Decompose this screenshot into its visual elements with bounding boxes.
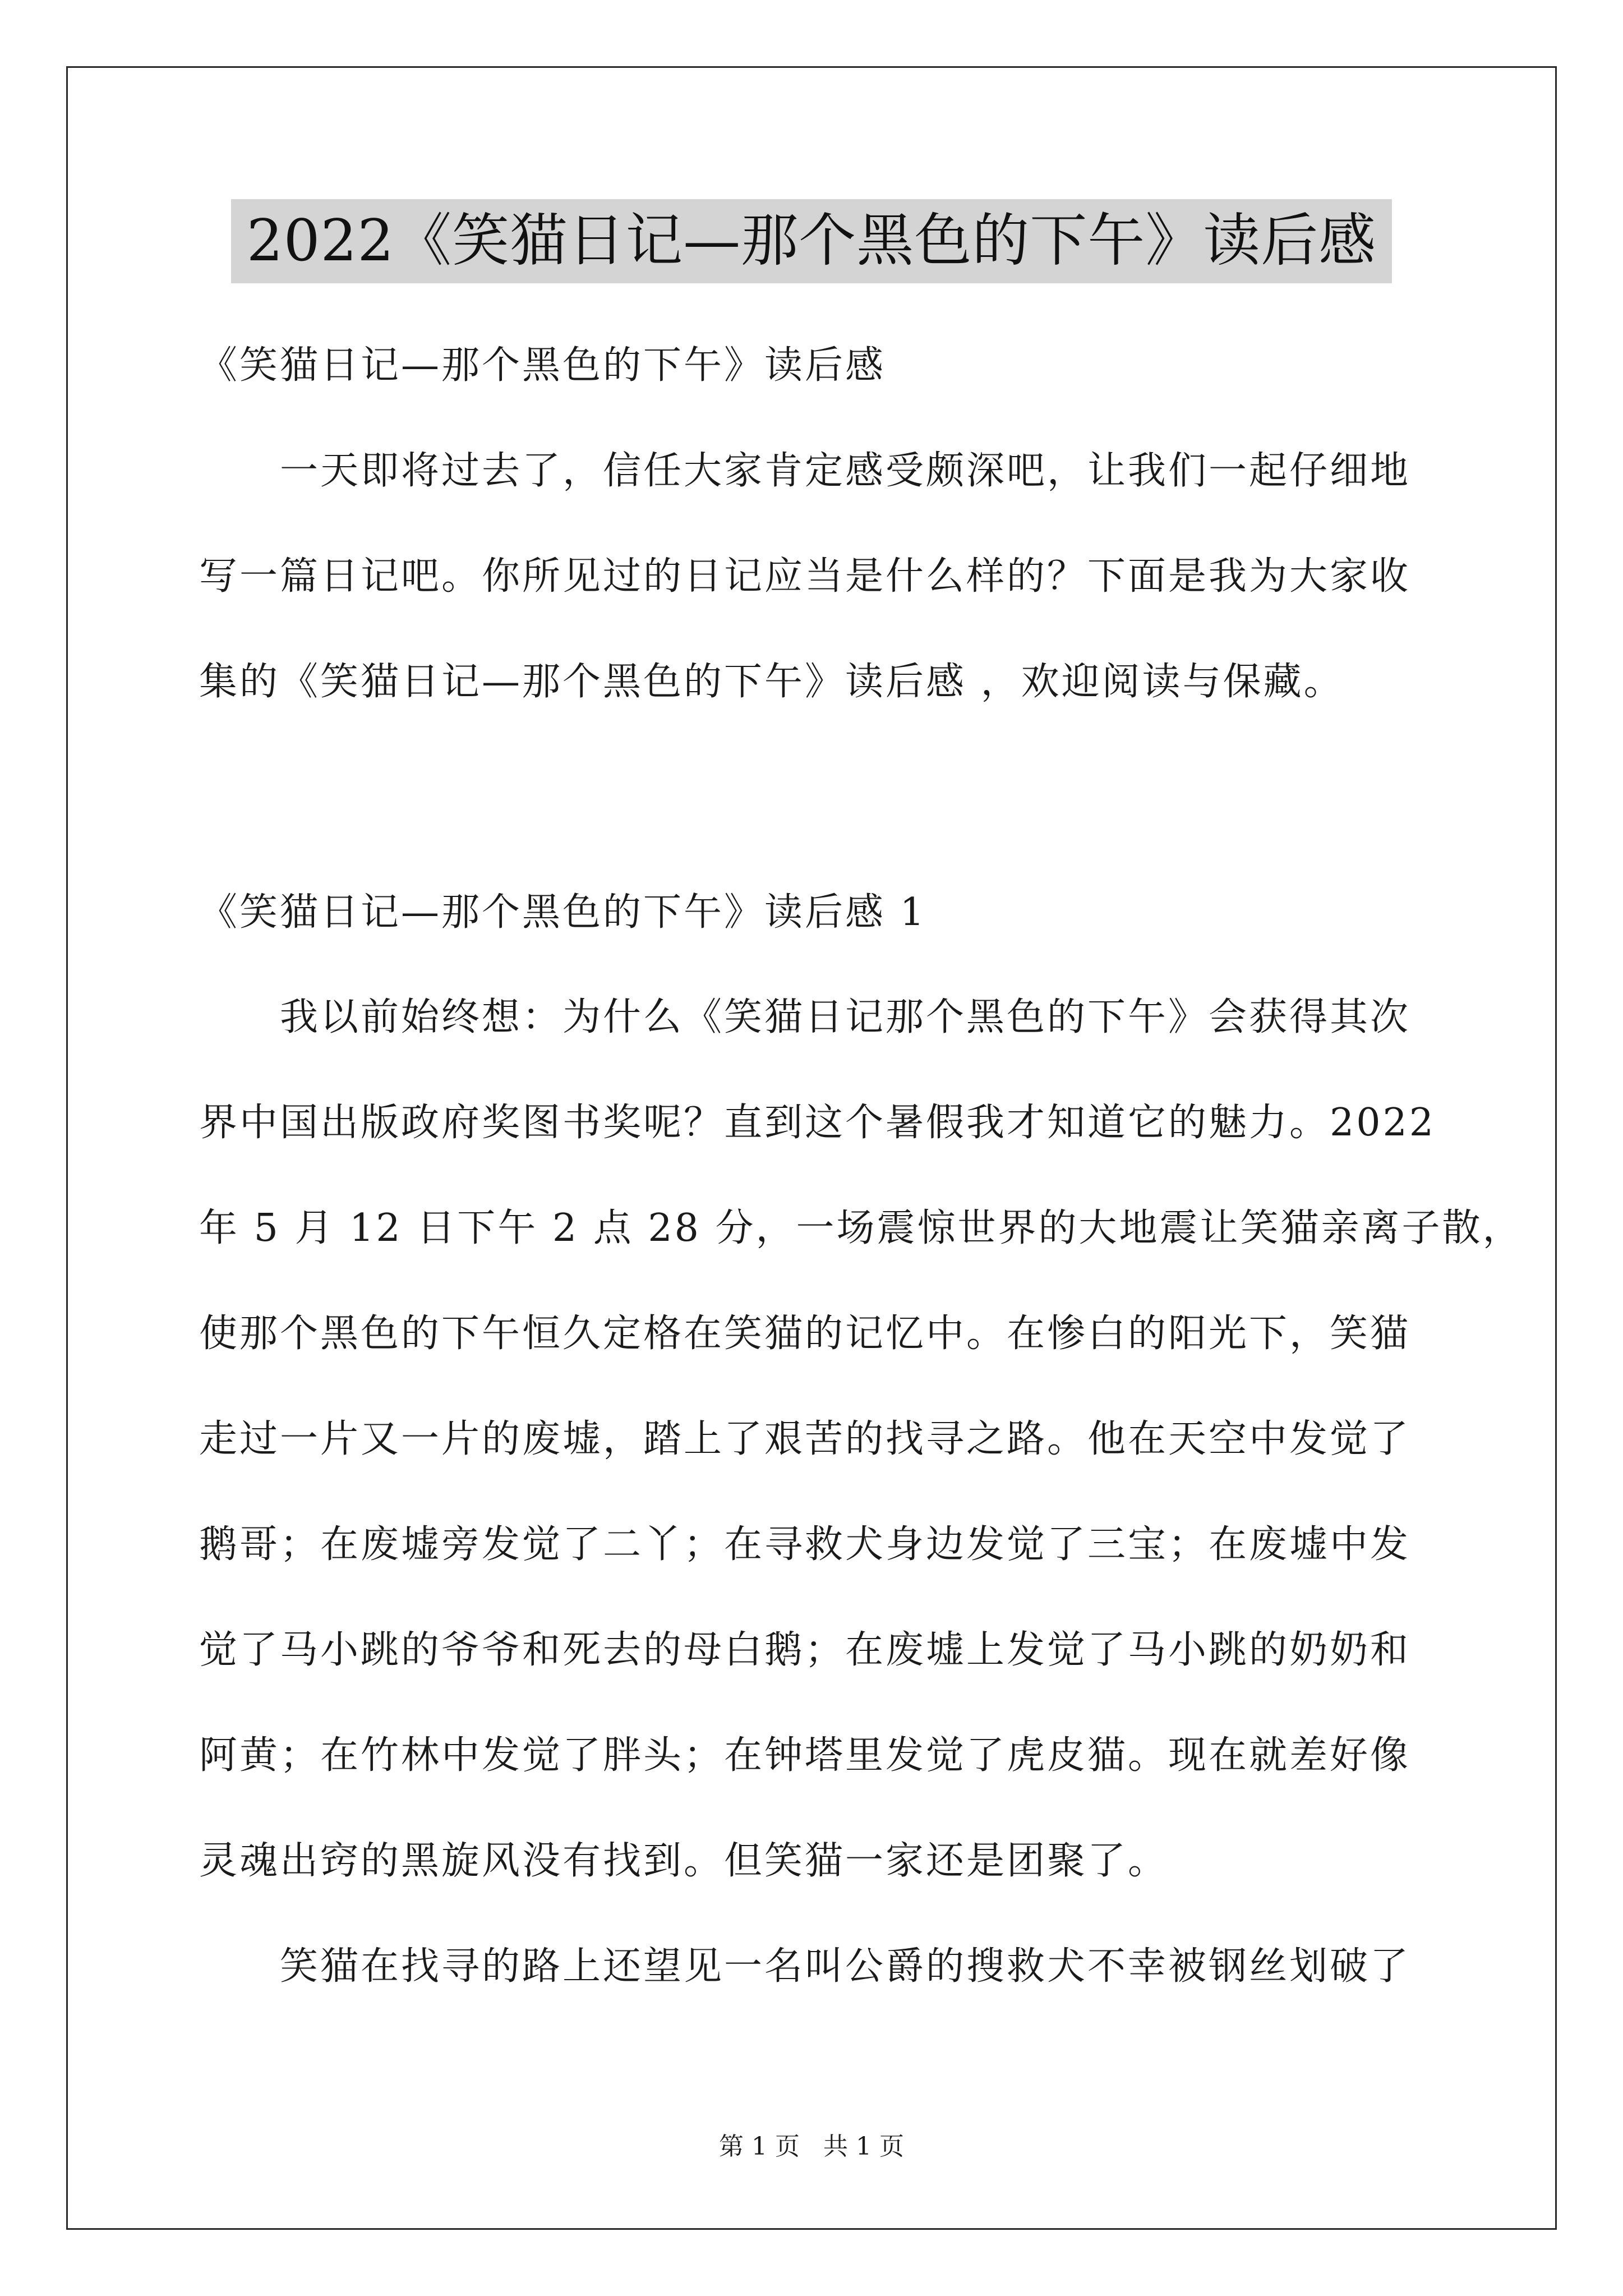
body-paragraphs xyxy=(199,965,1523,2019)
section-heading: 《笑猫日记—那个黑色的下午》读后感 1 xyxy=(199,890,926,935)
body-line: 阿黄；在竹林中发觉了胖头；在钟塔里发觉了虎皮猫。现在就差好像 xyxy=(199,1733,1411,1778)
body-line: 鹅哥；在废墟旁发觉了二丫；在寻救犬身边发觉了三宝；在废墟中发 xyxy=(199,1522,1411,1567)
intro-line: 集的《笑猫日记—那个黑色的下午》读后感 ，欢迎阅读与保藏。 xyxy=(199,660,1344,704)
intro-paragraph xyxy=(199,418,1427,735)
body-line: 界中国出版政府奖图书奖呢？直到这个暑假我才知道它的魅力。2022 xyxy=(199,1101,1436,1145)
document-subtitle: 《笑猫日记—那个黑色的下午》读后感 xyxy=(199,343,886,388)
body-line: 觉了马小跳的爷爷和死去的母白鹅；在废墟上发觉了马小跳的奶奶和 xyxy=(199,1628,1411,1672)
page-number: 第 1 页 xyxy=(719,2132,800,2161)
page-footer xyxy=(0,2126,1623,2162)
body-line: 年 5 月 12 日下午 2 点 28 分，一场震惊世界的大地震让笑猫亲离子散， xyxy=(199,1206,1523,1250)
page-total: 共 1 页 xyxy=(823,2132,904,2161)
body-line: 我以前始终想：为什么《笑猫日记那个黑色的下午》会获得其次 xyxy=(199,995,1411,1039)
body-line: 灵魂出窍的黑旋风没有找到。但笑猫一家还是团聚了。 xyxy=(199,1839,1169,1883)
section-heading-block xyxy=(199,860,1427,965)
subtitle-block xyxy=(199,313,1427,418)
intro-line: 写一篇日记吧。你所见过的日记应当是什么样的？下面是我为大家收 xyxy=(199,554,1411,599)
title-container xyxy=(0,199,1623,283)
document-title: 2022《笑猫日记—那个黑色的下午》读后感 xyxy=(231,199,1393,283)
intro-line: 一天即将过去了，信任大家肯定感受颇深吧，让我们一起仔细地 xyxy=(199,449,1411,493)
body-line: 走过一片又一片的废墟，踏上了艰苦的找寻之路。他在天空中发觉了 xyxy=(199,1417,1411,1461)
body-line: 使那个黑色的下午恒久定格在笑猫的记忆中。在惨白的阳光下，笑猫 xyxy=(199,1312,1411,1356)
body-line: 笑猫在找寻的路上还望见一名叫公爵的搜救犬不幸被钢丝划破了 xyxy=(199,1944,1411,1989)
